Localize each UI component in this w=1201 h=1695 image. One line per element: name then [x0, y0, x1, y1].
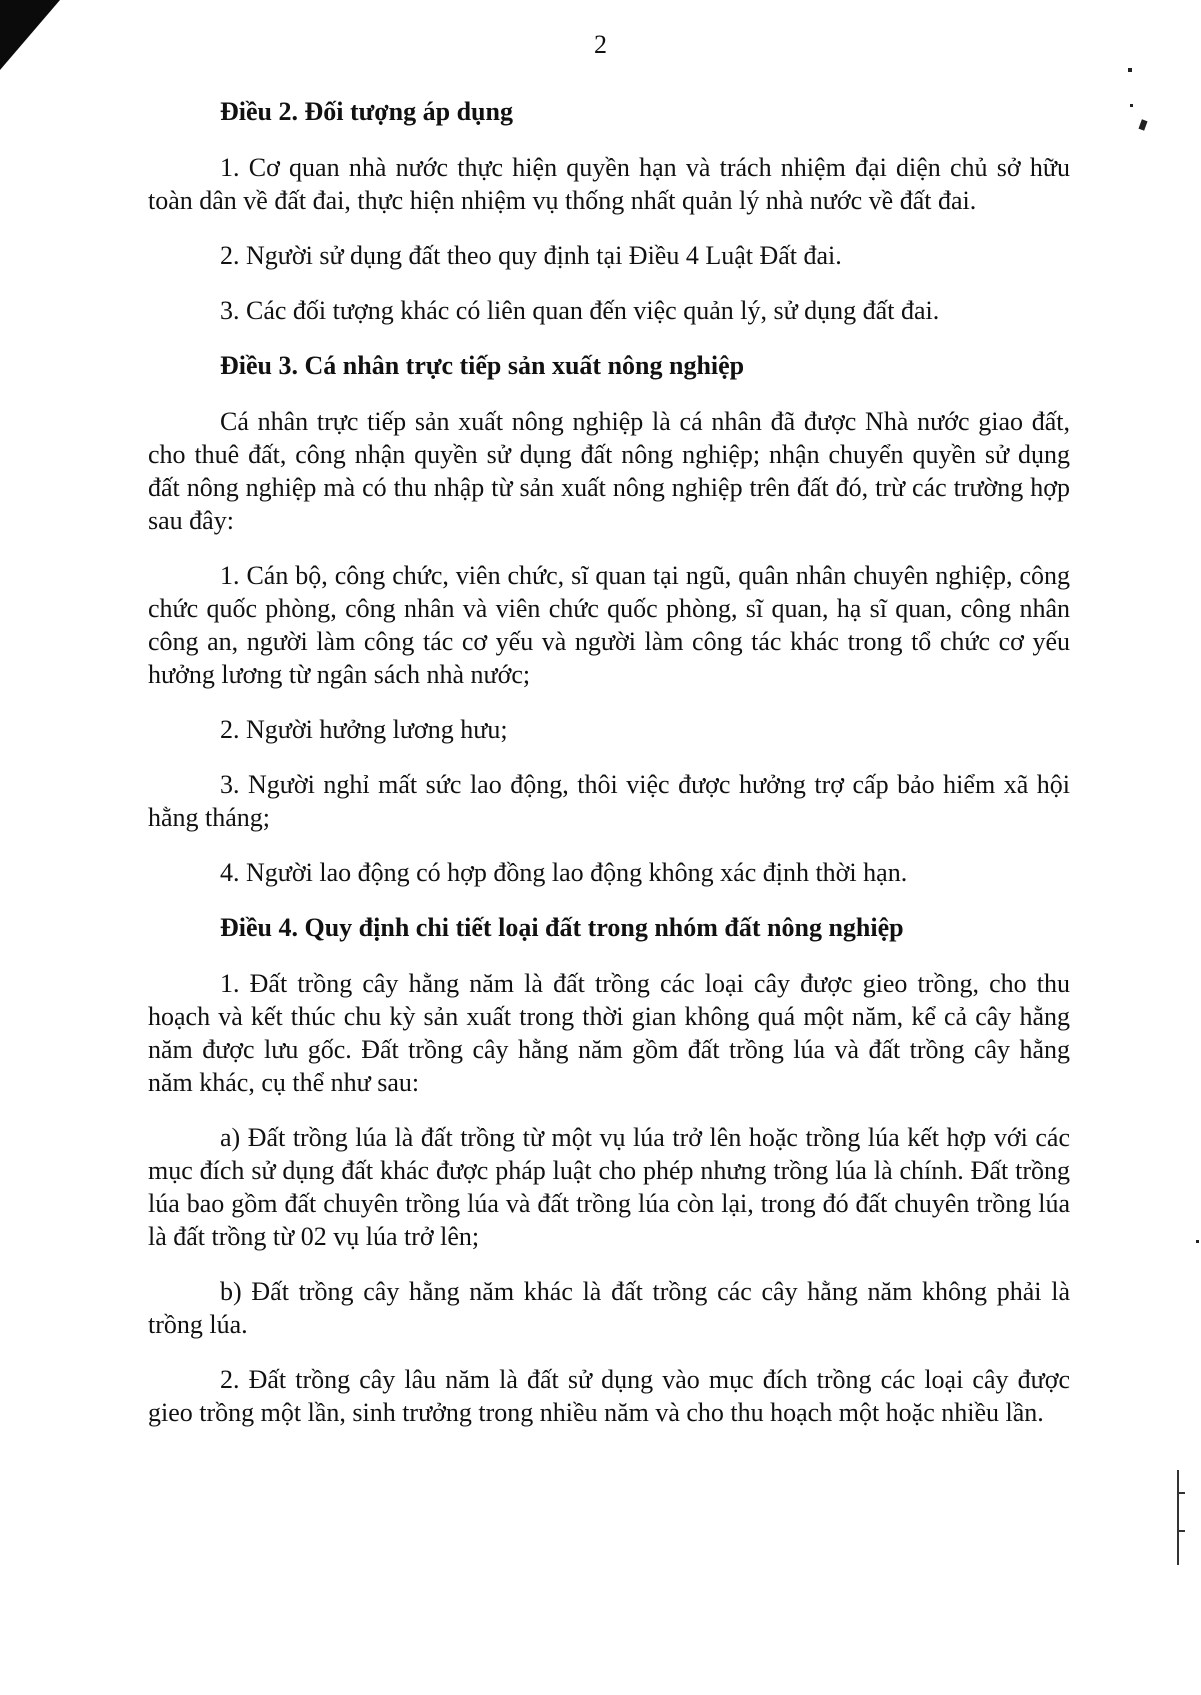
paragraph: 1. Cán bộ, công chức, viên chức, sĩ quan tại ngũ, quân nhân chuyên nghiệp, công chức quốc phòng, công nhân và viên chức quốc phòng, sĩ quan, hạ sĩ quan, công nhân công an, người làm công tác cơ yếu và người làm công tác khác trong tổ chức cơ yếu hưởng lương từ ngân sách nhà nước;: [148, 561, 1070, 689]
page-number: 2: [594, 30, 607, 59]
article-heading: Điều 2. Đối tượng áp dụng: [220, 97, 513, 126]
scan-speck: [1138, 119, 1147, 130]
scan-margin-marks: [1175, 1470, 1185, 1565]
paragraph: 2. Đất trồng cây lâu năm là đất sử dụng vào mục đích trồng các loại cây được gieo trồng một lần, sinh trưởng trong nhiều năm và cho thu hoạch một hoặc nhiều lần.: [148, 1365, 1070, 1427]
paragraph: Cá nhân trực tiếp sản xuất nông nghiệp là cá nhân đã được Nhà nước giao đất, cho thuê đất, công nhận quyền sử dụng đất nông nghiệp; nhận chuyển quyền sử dụng đất nông nghiệp mà có thu nhập từ sản xuất nông nghiệp trên đất đó, trừ các trường hợp sau đây:: [148, 407, 1070, 535]
paragraph: 4. Người lao động có hợp đồng lao động không xác định thời hạn.: [220, 858, 908, 887]
scan-speck: [1130, 104, 1133, 107]
paragraph: 3. Các đối tượng khác có liên quan đến việc quản lý, sử dụng đất đai.: [220, 296, 940, 325]
paragraph: 3. Người nghỉ mất sức lao động, thôi việc được hưởng trợ cấp bảo hiểm xã hội hằng tháng;: [148, 770, 1070, 832]
scan-speck: [1128, 68, 1132, 72]
paragraph: 1. Cơ quan nhà nước thực hiện quyền hạn và trách nhiệm đại diện chủ sở hữu toàn dân về đất đai, thực hiện nhiệm vụ thống nhất quản lý nhà nước về đất đai.: [148, 153, 1070, 215]
paragraph: b) Đất trồng cây hằng năm khác là đất trồng các cây hằng năm không phải là trồng lúa.: [148, 1277, 1070, 1339]
paragraph: 2. Người hưởng lương hưu;: [220, 715, 508, 744]
paragraph: 1. Đất trồng cây hằng năm là đất trồng các loại cây được gieo trồng, cho thu hoạch và kết thúc chu kỳ sản xuất trong thời gian không quá một năm, kể cả cây hằng năm được lưu gốc. Đất trồng cây hằng năm gồm đất trồng lúa và đất trồng cây hằng năm khác, cụ thể như sau:: [148, 969, 1070, 1097]
article-heading: Điều 4. Quy định chi tiết loại đất trong nhóm đất nông nghiệp: [220, 913, 904, 942]
document-body: [148, 95, 1070, 1429]
scan-speck: [1196, 1240, 1199, 1243]
paragraph: a) Đất trồng lúa là đất trồng từ một vụ lúa trở lên hoặc trồng lúa kết hợp với các mục đích sử dụng đất khác được pháp luật cho phép nhưng trồng lúa là chính. Đất trồng lúa bao gồm đất chuyên trồng lúa và đất trồng lúa còn lại, trong đó đất chuyên trồng lúa là đất trồng từ 02 vụ lúa trở lên;: [148, 1123, 1070, 1251]
article-heading: Điều 3. Cá nhân trực tiếp sản xuất nông nghiệp: [220, 351, 745, 380]
paragraph: 2. Người sử dụng đất theo quy định tại Điều 4 Luật Đất đai.: [220, 241, 842, 270]
